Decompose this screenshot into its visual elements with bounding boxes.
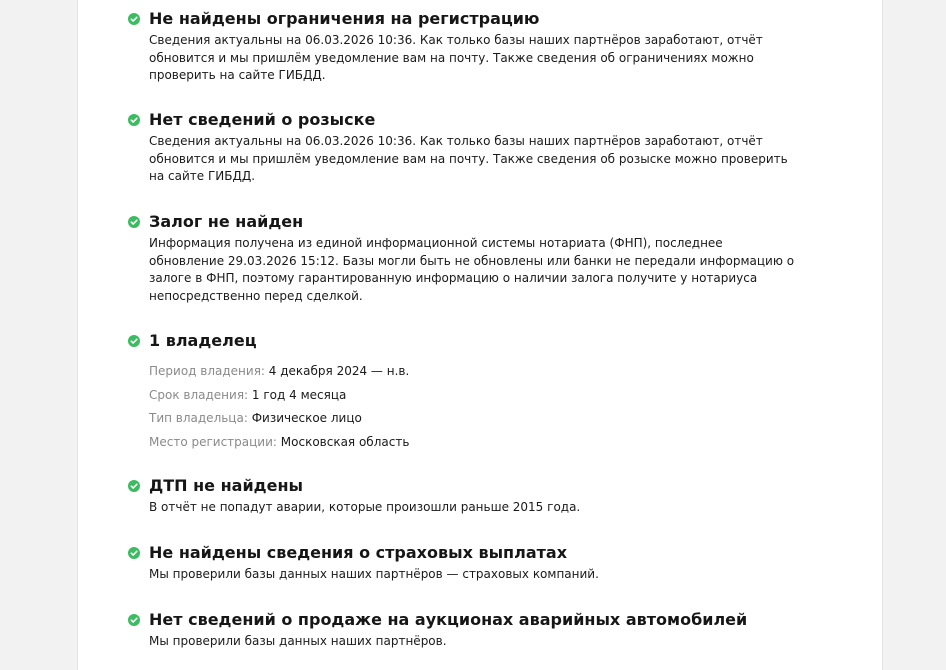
section-title: Не найдены сведения о страховых выплатах bbox=[149, 543, 568, 562]
owner-region-row bbox=[149, 434, 808, 458]
section-title: Залог не найден bbox=[149, 212, 304, 231]
check-icon bbox=[128, 216, 140, 228]
description-line: обновление 29.03.2026 15:12. Базы могли быть не обновлены или банки не передали информацию о bbox=[149, 253, 795, 268]
owner-row-value: 4 декабря 2024 — н.в. bbox=[268, 364, 410, 378]
check-icon bbox=[128, 114, 140, 126]
check-icon bbox=[128, 547, 140, 559]
owner-row-label: Срок владения: bbox=[149, 387, 249, 402]
description-line: Сведения актуальны на 06.03.2026 10:36. Как только базы наших партнёров заработают, отчёт bbox=[149, 134, 763, 148]
owner-row-label: Место регистрации: bbox=[149, 434, 277, 449]
description-line: на сайте ГИБДД. bbox=[149, 169, 256, 183]
section-title: ДТП не найдены bbox=[149, 476, 303, 495]
description-line: В отчёт не попадут аварии, которые произошли раньше 2015 года. bbox=[149, 500, 581, 514]
section-title: Нет сведений о продаже на аукционах аварийных автомобилей bbox=[149, 610, 748, 629]
section-description bbox=[149, 235, 808, 305]
description-line: залоге в ФНП, поэтому гарантированную информацию о наличии залога получите у нотариуса bbox=[149, 271, 758, 285]
section-insurance-payouts bbox=[128, 541, 808, 584]
section-description bbox=[149, 633, 808, 651]
description-line: обновится и мы пришлём уведомление вам на почту. Также сведения об розыске можно проверить bbox=[149, 151, 788, 166]
description-line: Мы проверили базы данных наших партнёров. bbox=[149, 634, 447, 648]
section-title: Нет сведений о розыске bbox=[149, 110, 376, 129]
section-pledge bbox=[128, 210, 808, 305]
owner-duration-row bbox=[149, 387, 808, 411]
owner-row-value: Физическое лицо bbox=[251, 411, 362, 425]
check-icon bbox=[128, 480, 140, 492]
section-wanted bbox=[128, 108, 808, 186]
section-description bbox=[149, 32, 808, 85]
owner-row-label: Тип владельца: bbox=[149, 411, 248, 425]
section-description bbox=[149, 499, 808, 517]
description-line: Информация получена из единой информационной системы нотариата (ФНП), последнее bbox=[149, 236, 723, 250]
owner-row-value: Московская область bbox=[280, 434, 410, 449]
description-line: непосредственно перед сделкой. bbox=[149, 288, 363, 303]
description-line: проверить на сайте ГИБДД. bbox=[149, 68, 326, 82]
description-line: Мы проверили базы данных наших партнёров — страховых компаний. bbox=[149, 567, 599, 581]
section-title: 1 владелец bbox=[149, 331, 257, 350]
owner-row-label: Период владения: bbox=[149, 364, 265, 378]
section-salvage-auctions bbox=[128, 608, 808, 651]
section-description bbox=[149, 133, 808, 186]
section-title: Не найдены ограничения на регистрацию bbox=[149, 9, 540, 28]
check-icon bbox=[128, 335, 140, 347]
owner-type-row bbox=[149, 410, 808, 434]
report-card bbox=[77, 0, 883, 670]
section-owners bbox=[128, 329, 808, 457]
owner-period-row bbox=[149, 363, 808, 387]
description-line: обновится и мы пришлём уведомление вам на почту. Также сведения об ограничениях можно bbox=[149, 50, 754, 65]
section-description bbox=[149, 566, 808, 584]
section-registration-restrictions bbox=[128, 7, 808, 85]
check-icon bbox=[128, 13, 140, 25]
section-accidents bbox=[128, 474, 808, 517]
check-icon bbox=[128, 614, 140, 626]
owner-row-value: 1 год 4 месяца bbox=[251, 387, 347, 402]
description-line: Сведения актуальны на 06.03.2026 10:36. Как только базы наших партнёров заработают, отчёт bbox=[149, 33, 763, 47]
